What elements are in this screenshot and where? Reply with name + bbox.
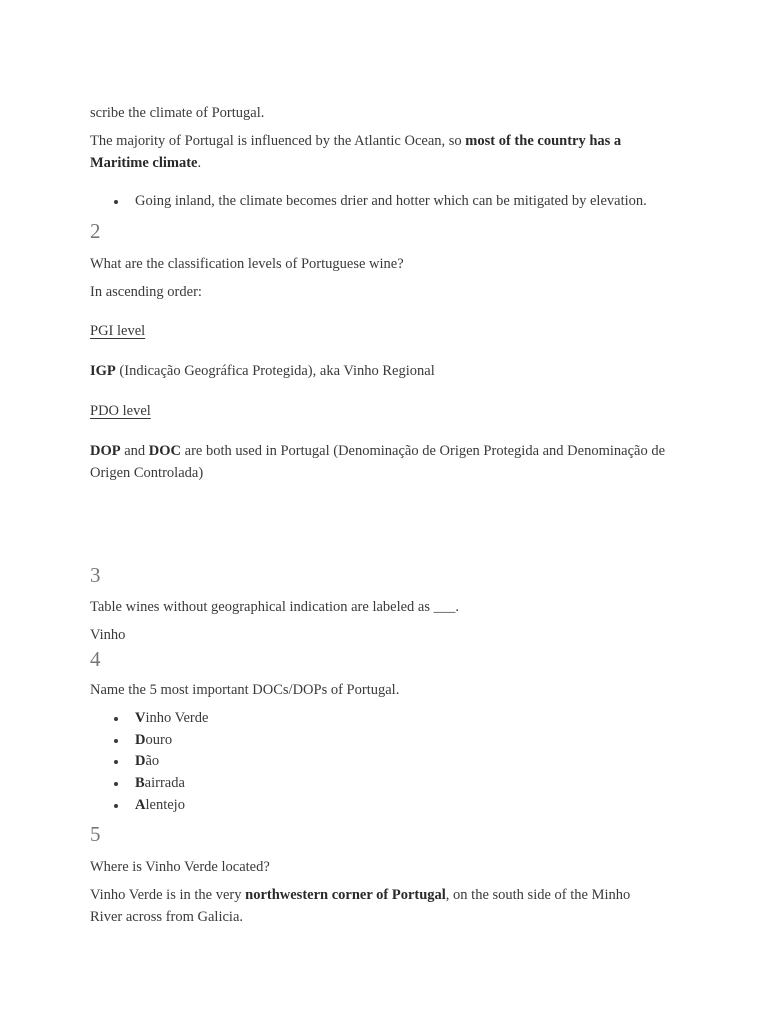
question-3-text: Table wines without geographical indication are labeled as ___.	[90, 599, 460, 615]
bullet-1-text: Going inland, the climate becomes drier and hotter which can be mitigated by elevation.	[135, 193, 647, 209]
answer-5-bold: northwestern corner of Portugal	[245, 887, 446, 903]
igp-bold: IGP	[90, 363, 116, 379]
question-1-tail: scribe the climate of Portugal.	[90, 105, 265, 121]
item-rest: lentejo	[145, 796, 185, 813]
answer-1-pre: The majority of Portugal is influenced by the Atlantic Ocean, so	[90, 133, 466, 149]
list-item	[90, 730, 208, 752]
dop-doc-paragraph	[90, 440, 680, 484]
question-number-3: 3	[90, 563, 101, 587]
list-item	[90, 751, 208, 773]
item-rest: inho Verde	[145, 710, 209, 726]
list-item	[90, 708, 208, 730]
pdo-level-heading: PDO level	[90, 403, 151, 419]
question-5-text: Where is Vinho Verde located?	[90, 859, 270, 875]
answer-5-post: , on the south side of the Minho River across from Galicia.	[90, 887, 631, 925]
list-item	[90, 795, 208, 817]
question-1-text	[90, 102, 264, 124]
question-number-2: 2	[90, 219, 101, 243]
item-initial: A	[135, 796, 146, 813]
list-item	[90, 191, 647, 213]
answer-2-intro: In ascending order:	[90, 284, 202, 300]
question-number-4: 4	[90, 647, 101, 671]
item-initial: B	[135, 775, 145, 792]
answer-1-bold: most of the country has a Maritime climate	[90, 133, 622, 171]
answer-1-paragraph	[90, 130, 650, 174]
list-item	[90, 773, 208, 795]
item-initial: D	[135, 731, 146, 748]
igp-line	[90, 360, 435, 382]
doc-bold: DOC	[148, 443, 182, 459]
doc-dop-list	[90, 708, 208, 817]
item-rest: ão	[145, 753, 160, 770]
item-rest: ouro	[145, 731, 173, 748]
dop-text: are both used in Portugal (Denominação de Origen Protegida and Denominação de Origen Controlada)	[90, 443, 666, 481]
answer-5-paragraph	[90, 884, 665, 928]
answer-1-bullets	[90, 191, 647, 213]
item-rest: airrada	[144, 775, 185, 792]
answer-5-pre: Vinho Verde is in the very	[90, 887, 246, 903]
dop-bold: DOP	[90, 443, 121, 459]
question-number-5: 5	[90, 822, 101, 846]
pgi-level-heading: PGI level	[90, 323, 146, 339]
question-4-text: Name the 5 most important DOCs/DOPs of Portugal.	[90, 682, 400, 698]
answer-1-post: .	[197, 155, 202, 171]
question-2-text: What are the classification levels of Portuguese wine?	[90, 256, 404, 272]
dop-and: and	[120, 443, 149, 459]
item-initial: V	[135, 710, 146, 726]
igp-text: (Indicação Geográfica Protegida), aka Vinho Regional	[115, 363, 435, 379]
answer-3-text: Vinho	[90, 627, 126, 643]
item-initial: D	[135, 753, 146, 770]
